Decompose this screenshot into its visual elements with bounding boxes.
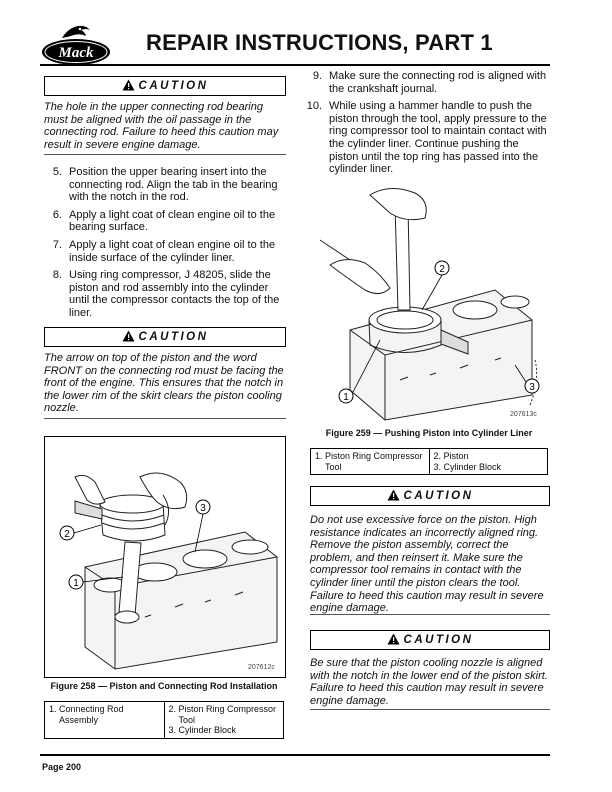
step-item bbox=[46, 209, 286, 234]
legend-cell: 1. Connecting Rod Assembly bbox=[45, 702, 165, 739]
caution-text-3: Do not use excessive force on the piston. High resistance indicates an incorrectly aligned ring. Remove the piston assembly, correct the problem, and then reinsert it. Make sure the compressor tool remains in contact with the cylinder liner until the piston clears the tool. Failure to heed this caution may result in severe engine damage. bbox=[310, 514, 544, 615]
warning-triangle-icon bbox=[122, 79, 135, 94]
callout-2 bbox=[60, 525, 101, 540]
figure-code: 207613c bbox=[510, 411, 537, 418]
footer-rule bbox=[40, 754, 550, 756]
caution-label: CAUTION bbox=[138, 80, 209, 92]
caution-rule-3 bbox=[310, 614, 550, 615]
step-text: Make sure the connecting rod is aligned with the crankshaft journal. bbox=[329, 70, 547, 95]
mack-logo bbox=[40, 22, 112, 68]
caution-header-2 bbox=[44, 327, 286, 347]
piston-install-drawing bbox=[45, 437, 285, 677]
svg-text:3: 3 bbox=[200, 503, 206, 514]
caution-rule-4 bbox=[310, 709, 550, 710]
figure-259-illustration bbox=[310, 180, 550, 422]
caution-rule-2 bbox=[44, 418, 286, 419]
figure-259-caption: Figure 259 — Pushing Piston into Cylinder Liner bbox=[325, 428, 533, 438]
figure-code: 207612c bbox=[248, 664, 275, 671]
step-number: 5. bbox=[52, 166, 62, 178]
step-text: Using ring compressor, J 48205, slide the piston and rod assembly into the cylinder until the compressor contacts the top of the liner. bbox=[69, 269, 280, 319]
logo-text: Mack bbox=[58, 45, 94, 61]
warning-triangle-icon bbox=[387, 633, 400, 648]
title-rule bbox=[40, 64, 550, 66]
caution-header-4 bbox=[310, 630, 550, 650]
svg-text:1: 1 bbox=[343, 392, 349, 403]
push-piston-drawing bbox=[310, 180, 550, 422]
caution-label: CAUTION bbox=[403, 490, 474, 502]
figure-258-legend bbox=[44, 701, 284, 739]
caution-header-3 bbox=[310, 486, 550, 506]
legend-cell: 2. Piston 3. Cylinder Block bbox=[429, 449, 548, 475]
step-number: 10. bbox=[306, 100, 322, 113]
figure-258-caption: Figure 258 — Piston and Connecting Rod Installation bbox=[50, 681, 278, 691]
caution-header-1 bbox=[44, 76, 286, 96]
step-text: Apply a light coat of clean engine oil to the bearing surface. bbox=[69, 208, 276, 234]
figure-258-illustration bbox=[44, 436, 286, 678]
warning-triangle-icon bbox=[387, 489, 400, 504]
step-number: 6. bbox=[52, 208, 62, 221]
page-title: REPAIR INSTRUCTIONS, PART 1 bbox=[146, 30, 493, 55]
step-number: 8. bbox=[52, 269, 62, 282]
caution-rule-1 bbox=[44, 154, 286, 155]
step-number: 7. bbox=[52, 238, 62, 251]
step-item bbox=[46, 239, 286, 264]
caution-text-4: Be sure that the piston cooling nozzle is aligned with the notch in the lower end of the piston skirt. Failure to heed this caution may result in severe engine damage. bbox=[310, 657, 548, 707]
step-item bbox=[306, 100, 550, 176]
svg-text:3: 3 bbox=[529, 382, 535, 393]
steps-left bbox=[46, 166, 286, 325]
caution-label: CAUTION bbox=[138, 331, 209, 343]
page-number: Page 200 bbox=[42, 762, 82, 772]
figure-259-legend bbox=[310, 448, 548, 475]
caution-text-1: The hole in the upper connecting rod bearing must be aligned with the oil passage in the connecting rod. Failure to heed this caution may result in severe engine damage. bbox=[44, 101, 279, 151]
step-item bbox=[46, 269, 286, 319]
step-text: Position the upper bearing insert into the connecting rod. Align the tab in the bearing with the notch in the rod. bbox=[69, 166, 278, 204]
callout-2 bbox=[422, 261, 449, 310]
step-item bbox=[306, 70, 550, 95]
svg-text:1: 1 bbox=[73, 578, 79, 589]
warning-triangle-icon bbox=[122, 330, 135, 345]
svg-text:2: 2 bbox=[64, 529, 70, 540]
step-number: 9. bbox=[312, 70, 322, 82]
legend-cell: 1. Piston Ring Compressor Tool bbox=[311, 449, 430, 475]
step-text: Apply a light coat of clean engine oil to the inside surface of the cylinder liner. bbox=[69, 238, 276, 264]
step-text: While using a hammer handle to push the piston through the tool, apply pressure to the ring compressor tool to maintain contact with the cylinder liner. Continue pushing the piston until the top ring has passed into the cylinder liner. bbox=[329, 100, 547, 176]
caution-text-2: The arrow on top of the piston and the word FRONT on the connecting rod must be facing the front of the engine. This ensures that the notch in the lower rim of the skirt clears the piston cooling nozzle. bbox=[44, 352, 284, 415]
steps-right bbox=[306, 70, 550, 181]
caution-label: CAUTION bbox=[403, 634, 474, 646]
legend-cell: 2. Piston Ring Compressor Tool 3. Cylinder Block bbox=[164, 702, 284, 739]
svg-text:2: 2 bbox=[439, 264, 445, 275]
step-item bbox=[46, 166, 286, 204]
